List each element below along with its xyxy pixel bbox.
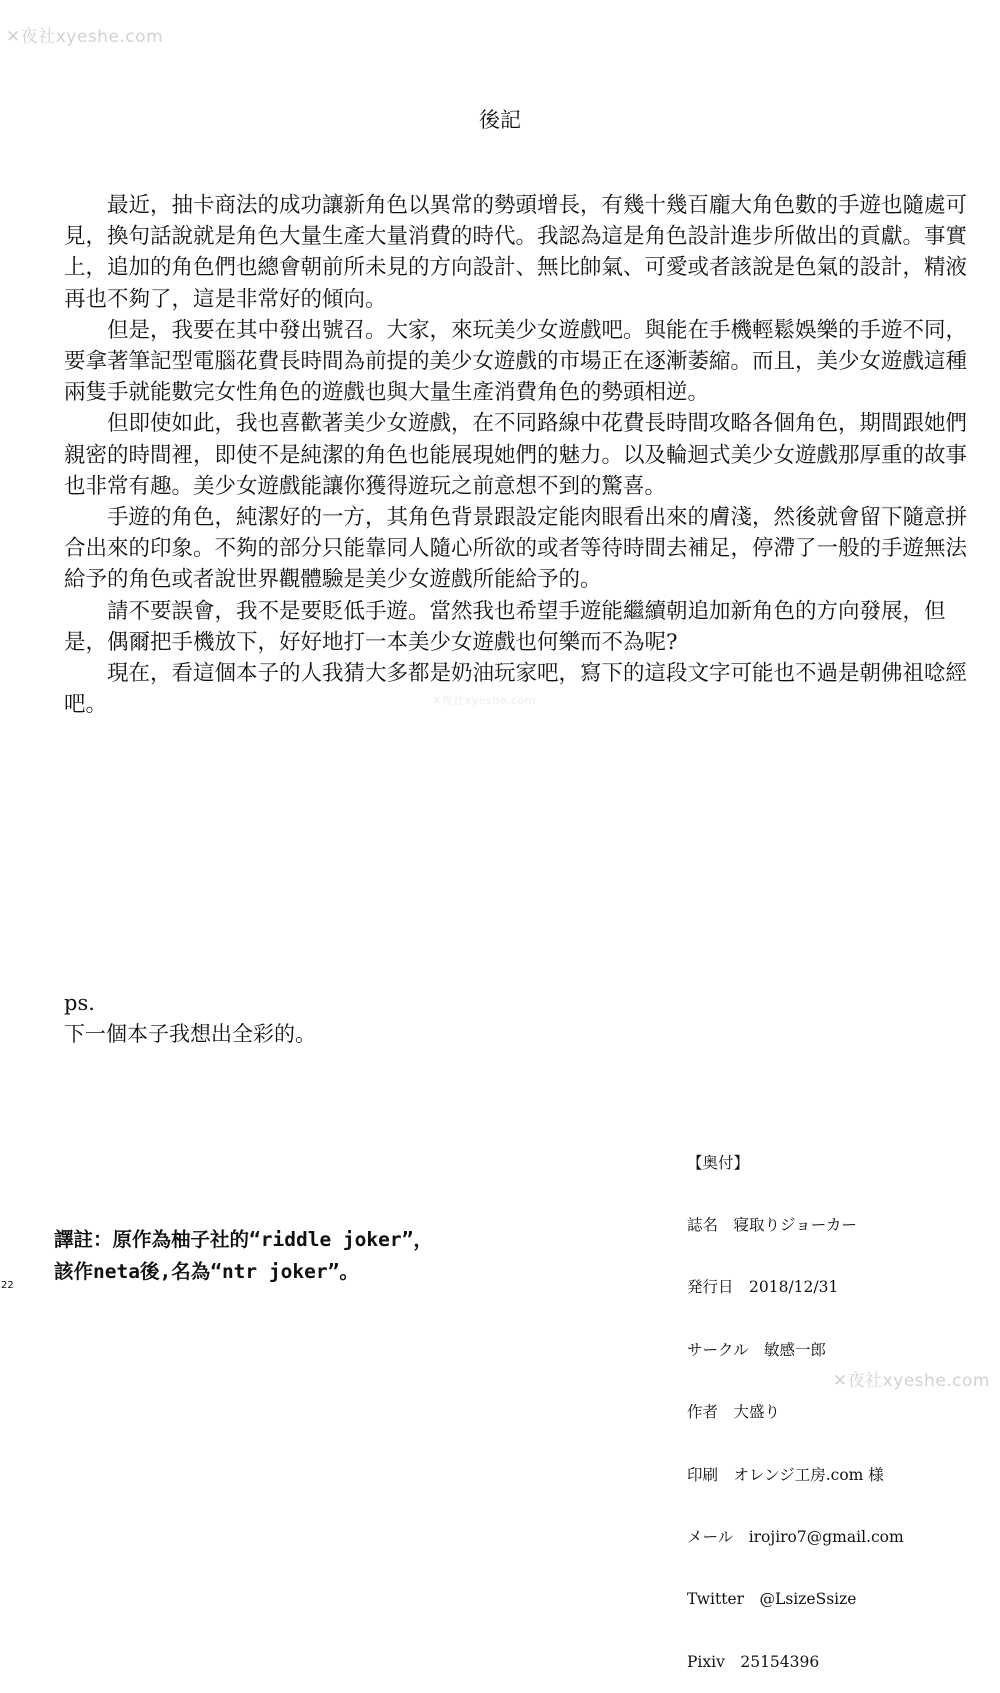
watermark-top: ✕夜社xyeshe.com	[6, 27, 164, 47]
colophon-row-pixiv: Pixiv 25154396	[687, 1652, 820, 1671]
page-number: 22	[1, 1280, 14, 1291]
page-title: 後記	[479, 108, 521, 132]
paragraph: 現在，看這個本子的人我猜大多都是奶油玩家吧，寫下的這段文字可能也不過是朝佛祖唸經吧。	[64, 661, 968, 718]
colophon-heading: 【奥付】	[687, 1153, 750, 1172]
paragraph: 但即使如此，我也喜歡著美少女遊戲，在不同路線中花費長時間攻略各個角色，期間跟她們親密的時間裡，即使不是純潔的角色也能展現她們的魅力。以及輪迴式美少女遊戲那厚重的故事也非常有趣。美少女遊戲能讓你獲得遊玩之前意想不到的驚喜。	[64, 411, 968, 499]
watermark-bottom: ✕夜社xyeshe.com	[832, 1371, 990, 1391]
paragraph: 最近，抽卡商法的成功讓新角色以異常的勢頭增長，有幾十幾百龐大角色數的手遊也隨處可見，換句話說就是角色大量生產大量消費的時代。我認為這是角色設計進步所做出的貢獻。事實上，追加的角色們也總會朝前所未見的方向設計、無比帥氣、可愛或者該說是色氣的設計，精液再也不夠了，這是非常好的傾向。	[64, 193, 968, 312]
colophon-row-author: 作者 大盛り	[687, 1403, 781, 1422]
watermark-middle: ✕夜社xyeshe.com	[432, 694, 536, 707]
paragraph: 手遊的角色，純潔好的一方，其角色背景跟設定能肉眼看出來的膚淺，然後就會留下隨意拼合出來的印象。不夠的部分只能靠同人隨心所欲的或者等待時間去補足，停滯了一般的手遊無法給予的角色或者說世界觀體驗是美少女遊戲所能給予的。	[64, 505, 968, 593]
translator-note-line: 該作neta後,名為“ntr joker”。	[54, 1260, 359, 1283]
colophon-row-email: メール irojiro7@gmail.com	[687, 1527, 904, 1546]
colophon-row-title: 誌名 寝取りジョーカー	[687, 1215, 857, 1234]
colophon-row-twitter: Twitter @LsizeSsize	[687, 1590, 857, 1609]
colophon-row-circle: サークル 敏感一郎	[687, 1340, 827, 1359]
colophon-row-date: 発行日 2018/12/31	[687, 1278, 839, 1297]
colophon	[687, 1111, 904, 1693]
postscript	[64, 988, 316, 1050]
translator-note	[54, 1224, 433, 1288]
translator-note-line: 譯註：原作為柚子社的“riddle joker”，	[54, 1228, 433, 1251]
postscript-label: ps.	[64, 991, 95, 1015]
postscript-text: 下一個本子我想出全彩的。	[64, 1022, 316, 1046]
afterword-body	[64, 190, 969, 720]
paragraph: 但是，我要在其中發出號召。大家，來玩美少女遊戲吧。與能在手機輕鬆娛樂的手遊不同，要拿著筆記型電腦花費長時間為前提的美少女遊戲的市場正在逐漸萎縮。而且，美少女遊戲這種兩隻手就能數完女性角色的遊戲也與大量生產消費角色的勢頭相逆。	[64, 317, 968, 406]
paragraph: 請不要誤會，我不是要貶低手遊。當然我也希望手遊能繼續朝追加新角色的方向發展，但是，偶爾把手機放下，好好地打一本美少女遊戲也何樂而不為呢?	[64, 598, 946, 655]
colophon-row-printer: 印刷 オレンジ工房.com 様	[687, 1465, 884, 1484]
